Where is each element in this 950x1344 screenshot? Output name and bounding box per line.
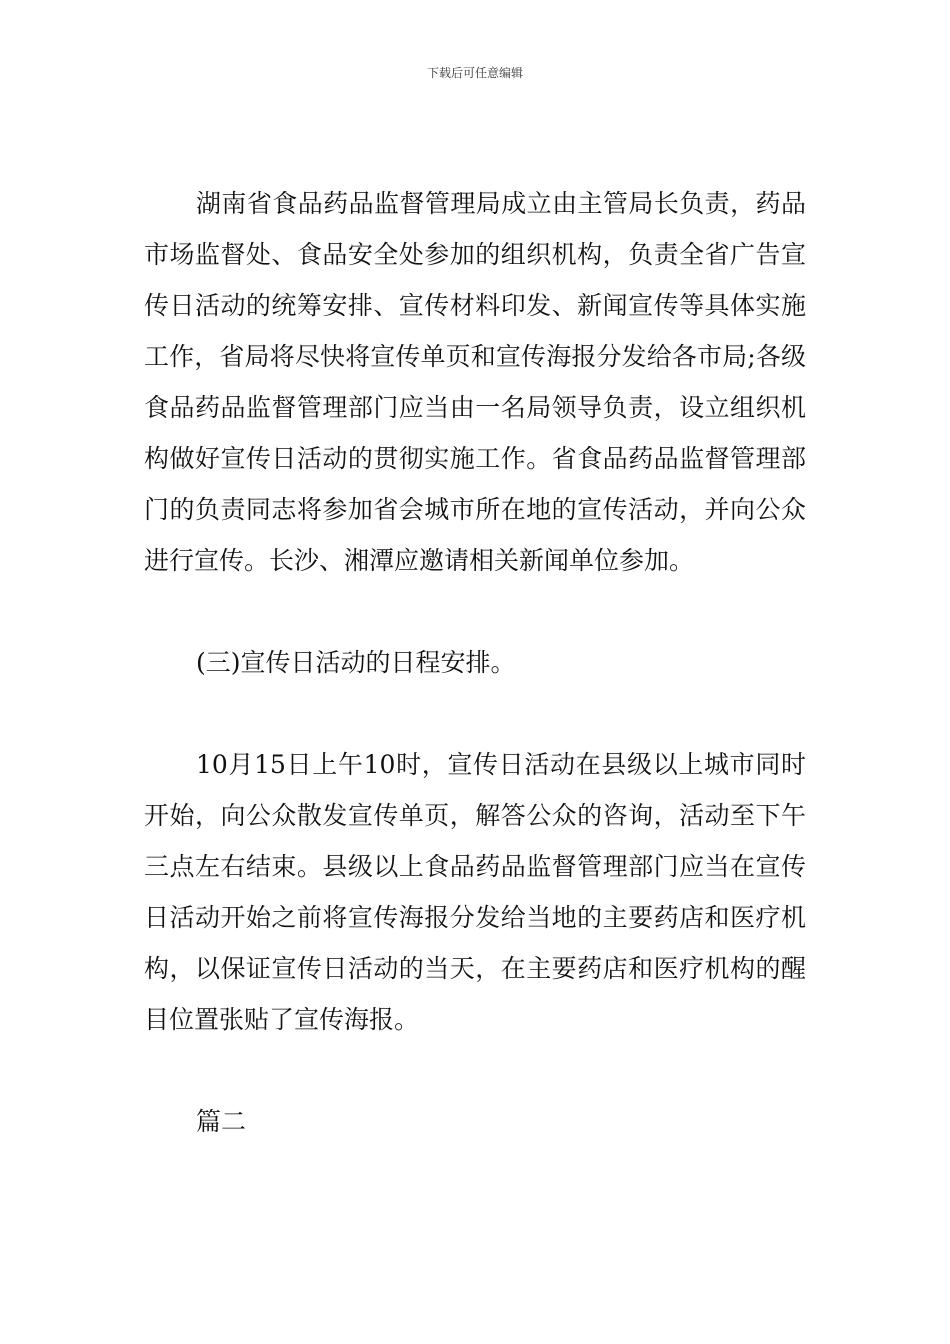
page-header-note: 下载后可任意编辑 bbox=[426, 66, 523, 80]
document-body bbox=[144, 178, 806, 1147]
paragraph-part-two: 篇二 bbox=[196, 1107, 247, 1136]
paragraph-schedule: 10月15日上午10时，宣传日活动在县级以上城市同时开始，向公众散发宣传单页，解答公众的咨询，活动至下午三点左右结束。县级以上食品药品监督管理部门应当在宣传日活动开始之前将宣传海报分发给当地的主要药店和医疗机构，以保证宣传日活动的当天，在主要药店和医疗机构的醒目位置张贴了宣传海报。 bbox=[144, 750, 806, 1034]
paragraph-section-heading: (三)宣传日活动的日程安排。 bbox=[196, 648, 516, 677]
paragraph-organization: 湖南省食品药品监督管理局成立由主管局长负责，药品市场监督处、食品安全处参加的组织机构，负责全省广告宣传日活动的统筹安排、宣传材料印发、新闻宣传等具体实施工作，省局将尽快将宣传单页和宣传海报分发给各市局;各级食品药品监督管理部门应当由一名局领导负责，设立组织机构做好宣传日活动的贯彻实施工作。省食品药品监督管理部门的负责同志将参加省会城市所在地的宣传活动，并向公众进行宣传。长沙、湘潭应邀请相关新闻单位参加。 bbox=[144, 189, 806, 575]
